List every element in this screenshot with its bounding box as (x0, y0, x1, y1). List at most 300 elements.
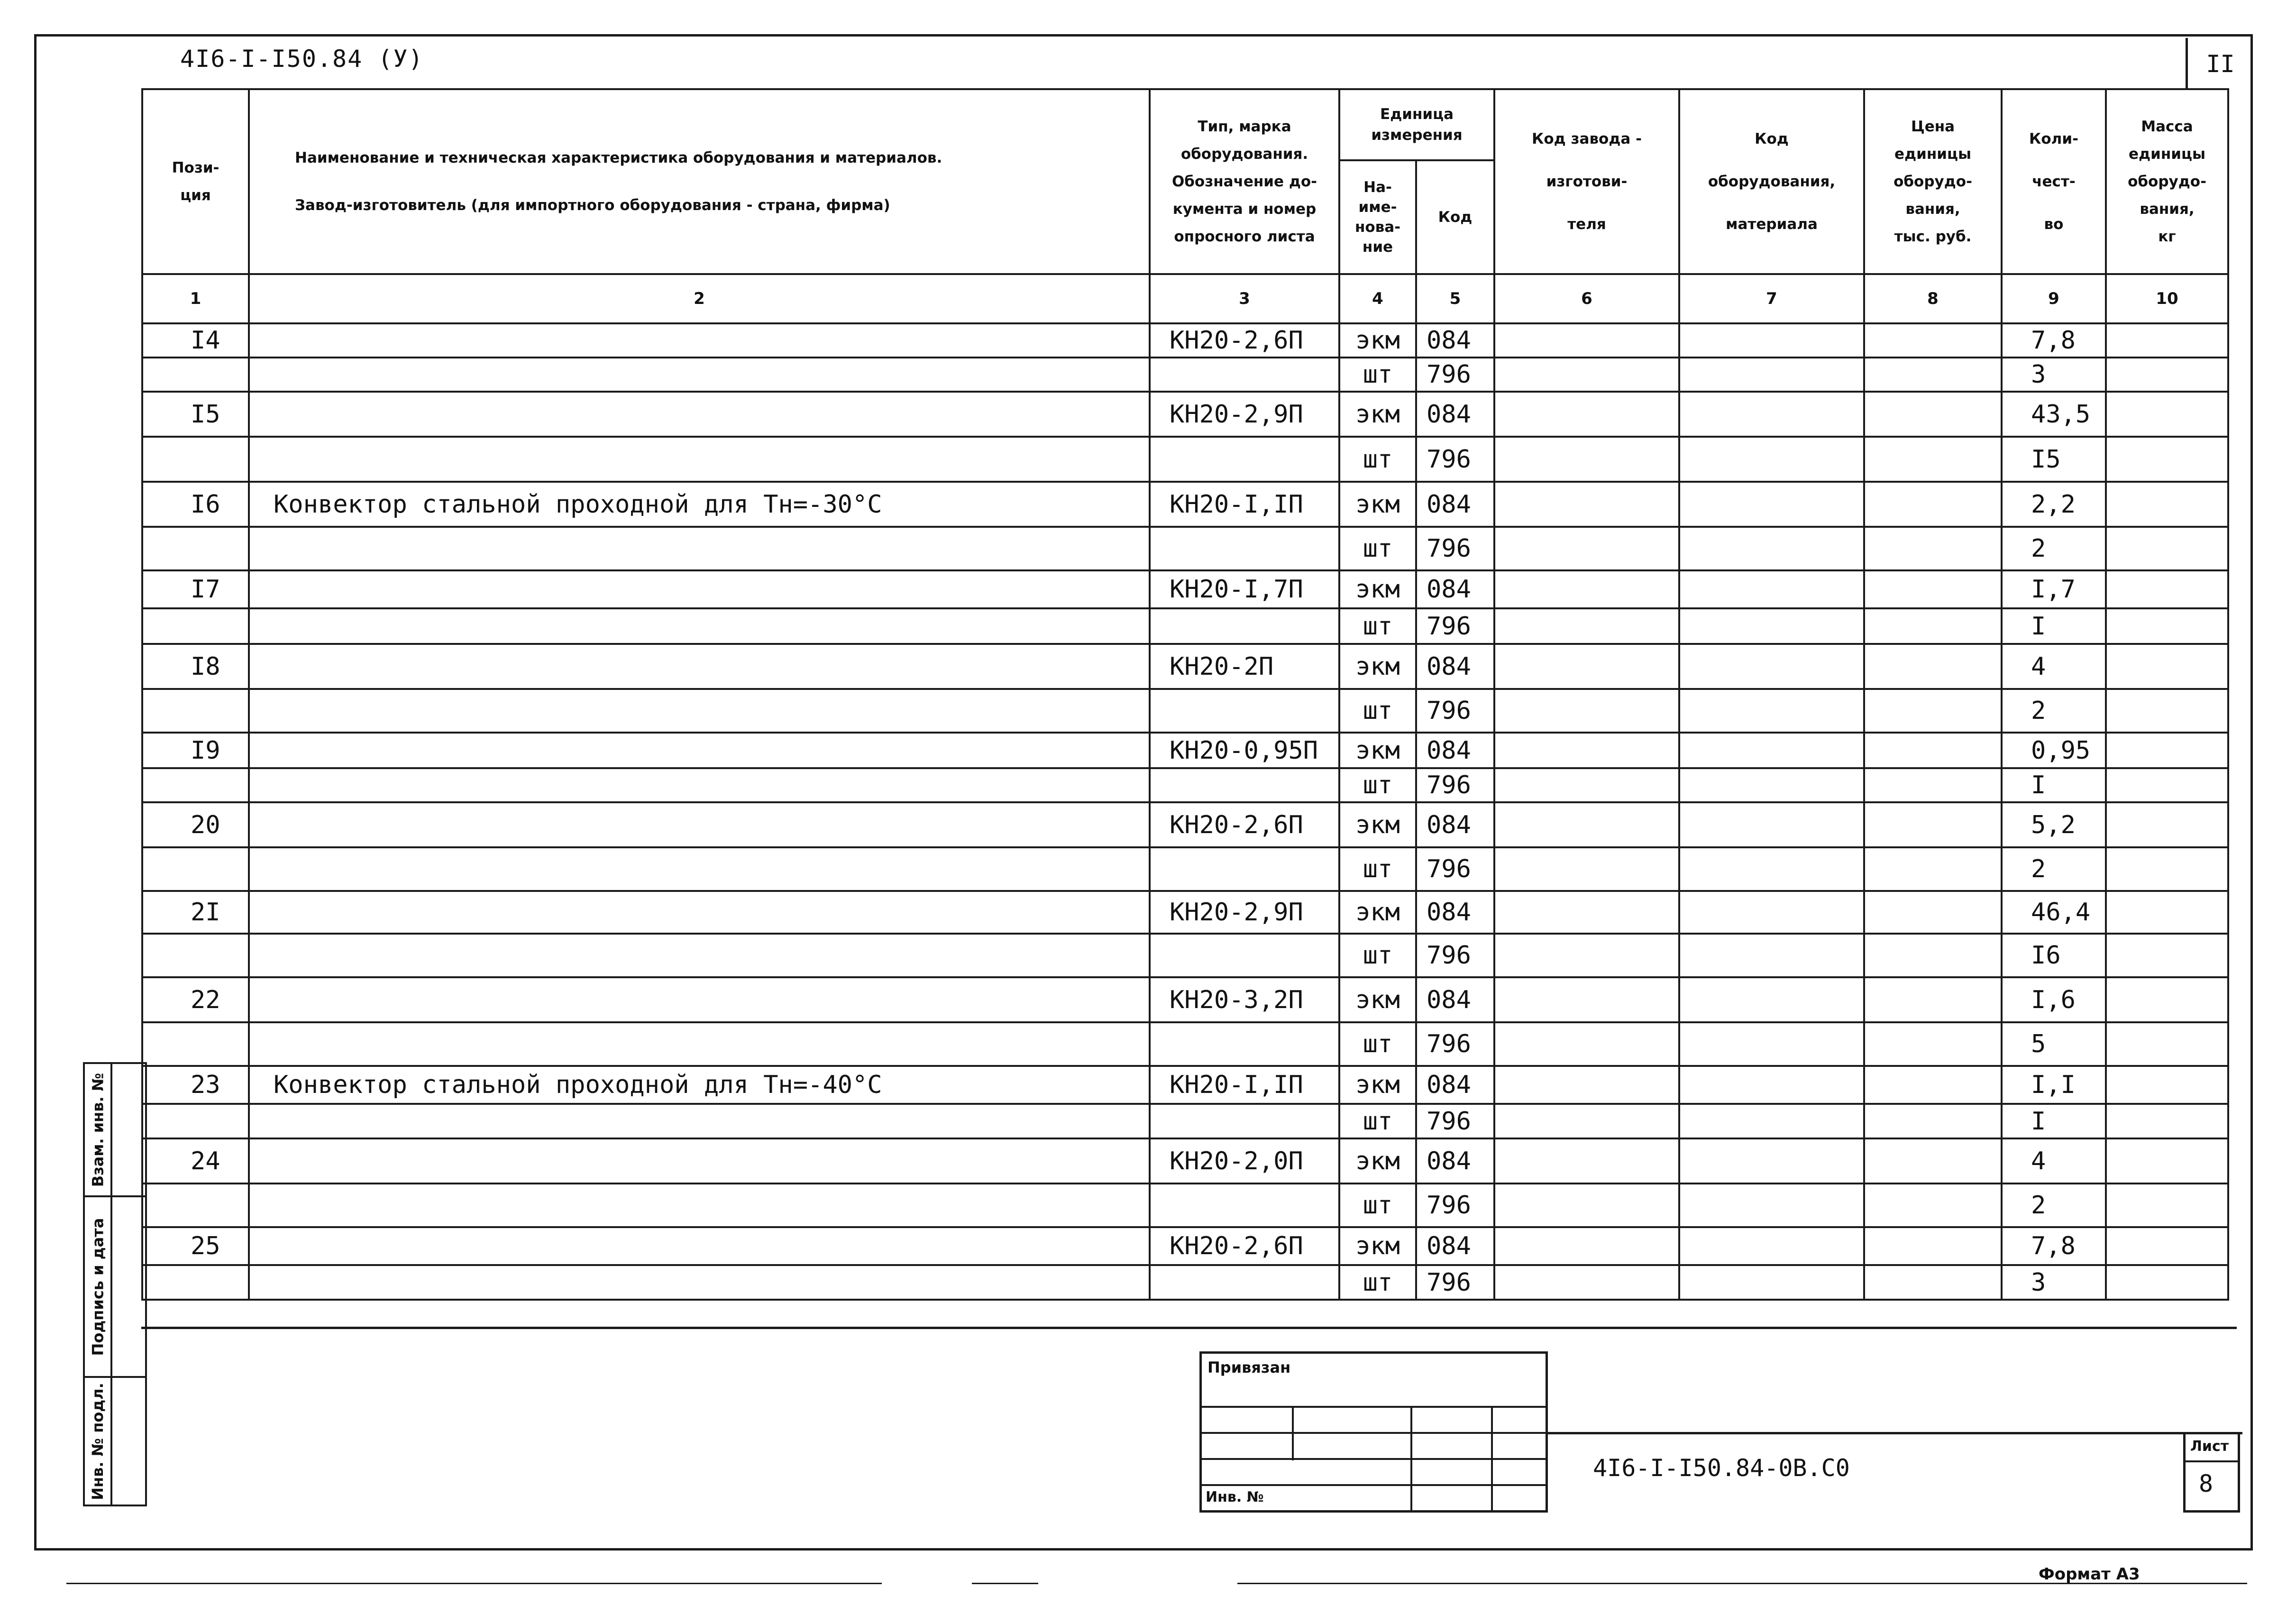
document-code-header: 4I6-I-I50.84 (У) (180, 45, 424, 73)
equipment-code-cell (1679, 358, 1864, 392)
name-cell (249, 608, 1150, 644)
name-cell (249, 1138, 1150, 1184)
mass-cell (2106, 1265, 2228, 1300)
unit-code-cell: 796 (1416, 1184, 1494, 1227)
header-equipment-code: Код оборудования, материала (1679, 89, 1864, 274)
table-row (142, 934, 2228, 977)
unit-cell: шт (1339, 1104, 1416, 1138)
unit-cell: шт (1339, 689, 1416, 733)
column-number: 6 (1494, 274, 1679, 323)
type-cell (1150, 847, 1339, 891)
position-cell (142, 1104, 249, 1138)
type-cell (1150, 437, 1339, 482)
position-cell (142, 768, 249, 802)
equipment-code-cell (1679, 1227, 1864, 1265)
factory-code-cell (1494, 802, 1679, 847)
unit-cell: экм (1339, 1227, 1416, 1265)
stamp-rule (1202, 1458, 1546, 1460)
unit-cell: шт (1339, 608, 1416, 644)
quantity-cell: 4 (2002, 644, 2106, 689)
factory-code-cell (1494, 527, 1679, 570)
column-number: 1 (142, 274, 249, 323)
factory-code-cell (1494, 768, 1679, 802)
factory-code-cell (1494, 570, 1679, 608)
unit-cell: шт (1339, 527, 1416, 570)
column-number: 3 (1150, 274, 1339, 323)
name-cell (249, 323, 1150, 358)
quantity-cell: 7,8 (2002, 1227, 2106, 1265)
header-quantity: Коли- чест- во (2002, 89, 2106, 274)
unit-code-cell: 796 (1416, 768, 1494, 802)
mass-cell (2106, 1104, 2228, 1138)
bound-stamp (1199, 1351, 1548, 1513)
price-cell (1864, 733, 2002, 768)
position-cell (142, 358, 249, 392)
name-cell (249, 934, 1150, 977)
mass-cell (2106, 934, 2228, 977)
stamp-rule (1491, 1406, 1493, 1513)
name-cell (249, 358, 1150, 392)
header-unit-name: На- име- нова- ние (1339, 160, 1416, 274)
position-cell: I4 (142, 323, 249, 358)
unit-code-cell: 084 (1416, 891, 1494, 934)
equipment-code-cell (1679, 847, 1864, 891)
table-row (142, 1104, 2228, 1138)
factory-code-cell (1494, 891, 1679, 934)
unit-code-cell: 796 (1416, 1265, 1494, 1300)
price-cell (1864, 802, 2002, 847)
type-cell: КН20-I,7П (1150, 570, 1339, 608)
price-cell (1864, 482, 2002, 527)
sheet-number-corner (2186, 38, 2253, 90)
unit-cell: шт (1339, 1184, 1416, 1227)
unit-code-cell: 084 (1416, 1066, 1494, 1104)
quantity-cell: 0,95 (2002, 733, 2106, 768)
price-cell (1864, 977, 2002, 1022)
equipment-code-cell (1679, 802, 1864, 847)
name-cell (249, 689, 1150, 733)
unit-cell: шт (1339, 437, 1416, 482)
table-row (142, 1022, 2228, 1066)
header-type: Тип, марка оборудования. Обозначение до- кумента и номер опросного листа (1150, 89, 1339, 274)
type-cell (1150, 934, 1339, 977)
stamp-rule (1292, 1406, 1294, 1460)
type-cell: КН20-2,6П (1150, 802, 1339, 847)
quantity-cell: 3 (2002, 358, 2106, 392)
name-cell (249, 527, 1150, 570)
mass-cell (2106, 1138, 2228, 1184)
type-cell: КН20-2,6П (1150, 323, 1339, 358)
column-number: 8 (1864, 274, 2002, 323)
mass-cell (2106, 358, 2228, 392)
table-row (142, 733, 2228, 768)
position-cell: I8 (142, 644, 249, 689)
type-cell (1150, 1265, 1339, 1300)
price-cell (1864, 644, 2002, 689)
stamp-rule (1202, 1484, 1546, 1486)
equipment-code-cell (1679, 527, 1864, 570)
quantity-cell: I6 (2002, 934, 2106, 977)
unit-code-cell: 796 (1416, 689, 1494, 733)
type-cell: КН20-2,6П (1150, 1227, 1339, 1265)
equipment-code-cell (1679, 1138, 1864, 1184)
position-cell: 23 (142, 1066, 249, 1104)
quantity-cell: I,6 (2002, 977, 2106, 1022)
table-row (142, 802, 2228, 847)
quantity-cell: I (2002, 1104, 2106, 1138)
mass-cell (2106, 891, 2228, 934)
inv-label: Инв. № (1206, 1489, 1264, 1505)
type-cell: КН20-3,2П (1150, 977, 1339, 1022)
quantity-cell: 2 (2002, 847, 2106, 891)
name-cell (249, 768, 1150, 802)
header-position: Пози- ция (142, 89, 249, 274)
equipment-code-cell (1679, 1066, 1864, 1104)
type-cell (1150, 1104, 1339, 1138)
factory-code-cell (1494, 1066, 1679, 1104)
name-cell (249, 644, 1150, 689)
unit-cell: экм (1339, 1066, 1416, 1104)
name-cell (249, 1022, 1150, 1066)
table-bottom-rule (141, 1327, 2237, 1329)
quantity-cell: 4 (2002, 1138, 2106, 1184)
position-cell (142, 847, 249, 891)
sheet-number: II (2206, 50, 2235, 78)
unit-code-cell: 084 (1416, 482, 1494, 527)
column-number: 9 (2002, 274, 2106, 323)
specification-table (141, 88, 2229, 1301)
header-mass: Масса единицы оборудо- вания, кг (2106, 89, 2228, 274)
unit-cell: экм (1339, 644, 1416, 689)
mass-cell (2106, 527, 2228, 570)
equipment-code-cell (1679, 1104, 1864, 1138)
equipment-code-cell (1679, 733, 1864, 768)
position-cell: I9 (142, 733, 249, 768)
position-cell (142, 1265, 249, 1300)
table-row (142, 1227, 2228, 1265)
price-cell (1864, 392, 2002, 437)
table-row (142, 608, 2228, 644)
name-cell (249, 733, 1150, 768)
unit-cell: экм (1339, 733, 1416, 768)
unit-cell: экм (1339, 891, 1416, 934)
title-block-code-area (1546, 1432, 2242, 1513)
type-cell: КН20-I,IП (1150, 482, 1339, 527)
table-row (142, 977, 2228, 1022)
mass-cell (2106, 1066, 2228, 1104)
factory-code-cell (1494, 392, 1679, 437)
unit-cell: экм (1339, 977, 1416, 1022)
stamp-rule (1202, 1432, 1546, 1434)
mass-cell (2106, 482, 2228, 527)
equipment-code-cell (1679, 768, 1864, 802)
unit-code-cell: 796 (1416, 847, 1494, 891)
price-cell (1864, 847, 2002, 891)
factory-code-cell (1494, 482, 1679, 527)
trim-line (972, 1583, 1038, 1584)
position-cell (142, 934, 249, 977)
price-cell (1864, 1066, 2002, 1104)
equipment-code-cell (1679, 977, 1864, 1022)
factory-code-cell (1494, 1227, 1679, 1265)
position-cell (142, 437, 249, 482)
mass-cell (2106, 768, 2228, 802)
type-cell: КН20-2,9П (1150, 891, 1339, 934)
quantity-cell: I5 (2002, 437, 2106, 482)
factory-code-cell (1494, 1022, 1679, 1066)
unit-cell: экм (1339, 802, 1416, 847)
quantity-cell: 3 (2002, 1265, 2106, 1300)
name-cell (249, 1104, 1150, 1138)
equipment-code-cell (1679, 482, 1864, 527)
equipment-code-cell (1679, 608, 1864, 644)
unit-code-cell: 084 (1416, 1138, 1494, 1184)
mass-cell (2106, 570, 2228, 608)
table-row (142, 437, 2228, 482)
price-cell (1864, 689, 2002, 733)
position-cell (142, 1184, 249, 1227)
price-cell (1864, 1104, 2002, 1138)
type-cell (1150, 768, 1339, 802)
name-cell (249, 1184, 1150, 1227)
mass-cell (2106, 977, 2228, 1022)
header-unit-group: Единица измерения (1339, 89, 1494, 160)
unit-code-cell: 084 (1416, 570, 1494, 608)
unit-cell: экм (1339, 1138, 1416, 1184)
factory-code-cell (1494, 977, 1679, 1022)
mass-cell (2106, 733, 2228, 768)
unit-code-cell: 084 (1416, 392, 1494, 437)
unit-cell: экм (1339, 392, 1416, 437)
unit-cell: шт (1339, 768, 1416, 802)
quantity-cell: 2 (2002, 527, 2106, 570)
unit-cell: экм (1339, 482, 1416, 527)
equipment-code-cell (1679, 689, 1864, 733)
side-stamp-signature-date (83, 1195, 147, 1378)
table-row (142, 1184, 2228, 1227)
side-label-original-inv: Инв. № подл. (89, 1382, 107, 1500)
quantity-cell: I (2002, 608, 2106, 644)
equipment-code-cell (1679, 392, 1864, 437)
unit-cell: экм (1339, 323, 1416, 358)
factory-code-cell (1494, 437, 1679, 482)
unit-code-cell: 796 (1416, 1104, 1494, 1138)
table-row (142, 891, 2228, 934)
equipment-code-cell (1679, 891, 1864, 934)
name-cell (249, 977, 1150, 1022)
mass-cell (2106, 1022, 2228, 1066)
type-cell (1150, 358, 1339, 392)
table-row (142, 768, 2228, 802)
factory-code-cell (1494, 608, 1679, 644)
position-cell: I5 (142, 392, 249, 437)
table-row (142, 847, 2228, 891)
factory-code-cell (1494, 358, 1679, 392)
price-cell (1864, 768, 2002, 802)
table-row (142, 570, 2228, 608)
column-number: 5 (1416, 274, 1494, 323)
quantity-cell: I,I (2002, 1066, 2106, 1104)
position-cell (142, 527, 249, 570)
mass-cell (2106, 1184, 2228, 1227)
type-cell: КН20-2П (1150, 644, 1339, 689)
side-label-signature-date: Подпись и дата (89, 1218, 107, 1356)
equipment-code-cell (1679, 323, 1864, 358)
quantity-cell: 2,2 (2002, 482, 2106, 527)
table-row (142, 358, 2228, 392)
price-cell (1864, 1022, 2002, 1066)
table-row (142, 1066, 2228, 1104)
mass-cell (2106, 1227, 2228, 1265)
price-cell (1864, 323, 2002, 358)
unit-cell: шт (1339, 934, 1416, 977)
factory-code-cell (1494, 1104, 1679, 1138)
quantity-cell: I,7 (2002, 570, 2106, 608)
unit-code-cell: 084 (1416, 977, 1494, 1022)
type-cell: КН20-2,0П (1150, 1138, 1339, 1184)
unit-cell: шт (1339, 847, 1416, 891)
side-stamp-replaced-inv (83, 1062, 147, 1197)
equipment-code-cell (1679, 934, 1864, 977)
header-unit-code: Код (1416, 160, 1494, 274)
trim-line (66, 1583, 882, 1584)
price-cell (1864, 1184, 2002, 1227)
unit-code-cell: 084 (1416, 323, 1494, 358)
position-cell: I7 (142, 570, 249, 608)
header-price: Цена единицы оборудо- вания, тыс. руб. (1864, 89, 2002, 274)
mass-cell (2106, 644, 2228, 689)
bound-label: Привязан (1207, 1358, 1291, 1376)
position-cell: 25 (142, 1227, 249, 1265)
unit-code-cell: 084 (1416, 644, 1494, 689)
name-cell (249, 570, 1150, 608)
factory-code-cell (1494, 644, 1679, 689)
mass-cell (2106, 437, 2228, 482)
unit-cell: шт (1339, 1265, 1416, 1300)
unit-code-cell: 796 (1416, 527, 1494, 570)
name-cell (249, 392, 1150, 437)
type-cell: КН20-I,IП (1150, 1066, 1339, 1104)
position-cell: 24 (142, 1138, 249, 1184)
position-cell: 22 (142, 977, 249, 1022)
factory-code-cell (1494, 1138, 1679, 1184)
mass-cell (2106, 802, 2228, 847)
quantity-cell: 5,2 (2002, 802, 2106, 847)
mass-cell (2106, 392, 2228, 437)
name-cell (249, 437, 1150, 482)
type-cell: КН20-2,9П (1150, 392, 1339, 437)
unit-code-cell: 084 (1416, 802, 1494, 847)
type-cell (1150, 689, 1339, 733)
price-cell (1864, 934, 2002, 977)
unit-code-cell: 084 (1416, 1227, 1494, 1265)
equipment-code-cell (1679, 1022, 1864, 1066)
header-name: Наименование и техническая характеристика оборудования и материалов. Завод-изготовитель (для импортного оборудования - страна, фирма) (249, 89, 1150, 274)
unit-code-cell: 796 (1416, 437, 1494, 482)
unit-cell: экм (1339, 570, 1416, 608)
type-cell (1150, 1022, 1339, 1066)
position-cell (142, 1022, 249, 1066)
mass-cell (2106, 689, 2228, 733)
unit-code-cell: 796 (1416, 1022, 1494, 1066)
equipment-code-cell (1679, 1265, 1864, 1300)
unit-code-cell: 084 (1416, 733, 1494, 768)
quantity-cell: 2 (2002, 1184, 2106, 1227)
position-cell (142, 608, 249, 644)
quantity-cell: 7,8 (2002, 323, 2106, 358)
price-cell (1864, 1227, 2002, 1265)
price-cell (1864, 358, 2002, 392)
name-cell (249, 891, 1150, 934)
table-row (142, 482, 2228, 527)
column-number: 7 (1679, 274, 1864, 323)
side-stamp-original-inv (83, 1376, 147, 1506)
unit-cell: шт (1339, 1022, 1416, 1066)
header-factory-code: Код завода - изготови- теля (1494, 89, 1679, 274)
position-cell (142, 689, 249, 733)
name-cell (249, 1265, 1150, 1300)
name-cell (249, 1227, 1150, 1265)
table-row (142, 689, 2228, 733)
equipment-code-cell (1679, 437, 1864, 482)
sheet-box-rule (2186, 1460, 2239, 1462)
table-row (142, 1138, 2228, 1184)
quantity-cell: 43,5 (2002, 392, 2106, 437)
unit-code-cell: 796 (1416, 934, 1494, 977)
table-row (142, 1265, 2228, 1300)
table-row (142, 392, 2228, 437)
price-cell (1864, 1265, 2002, 1300)
position-cell: 20 (142, 802, 249, 847)
factory-code-cell (1494, 847, 1679, 891)
name-cell: Конвектор стальной проходной для Тн=-40°С (249, 1066, 1150, 1104)
title-block-doc-code: 4I6-I-I50.84-0В.С0 (1593, 1454, 1850, 1482)
name-cell (249, 847, 1150, 891)
sheet-box (2183, 1432, 2240, 1513)
format-label: Формат А3 (2039, 1565, 2140, 1584)
equipment-code-cell (1679, 1184, 1864, 1227)
factory-code-cell (1494, 689, 1679, 733)
quantity-cell: 46,4 (2002, 891, 2106, 934)
side-label-replaced-inv: Взам. инв. № (89, 1073, 107, 1187)
table-row (142, 644, 2228, 689)
price-cell (1864, 1138, 2002, 1184)
table-row (142, 527, 2228, 570)
name-cell (249, 802, 1150, 847)
name-cell: Конвектор стальной проходной для Тн=-30°С (249, 482, 1150, 527)
mass-cell (2106, 847, 2228, 891)
factory-code-cell (1494, 1184, 1679, 1227)
equipment-code-cell (1679, 644, 1864, 689)
position-cell: 2I (142, 891, 249, 934)
equipment-code-cell (1679, 570, 1864, 608)
column-number: 2 (249, 274, 1150, 323)
quantity-cell: I (2002, 768, 2106, 802)
column-number: 4 (1339, 274, 1416, 323)
price-cell (1864, 891, 2002, 934)
factory-code-cell (1494, 323, 1679, 358)
price-cell (1864, 437, 2002, 482)
unit-code-cell: 796 (1416, 608, 1494, 644)
sheet-label: Лист (2190, 1438, 2229, 1455)
unit-code-cell: 796 (1416, 358, 1494, 392)
stamp-rule (1410, 1406, 1412, 1513)
mass-cell (2106, 608, 2228, 644)
type-cell (1150, 608, 1339, 644)
factory-code-cell (1494, 733, 1679, 768)
price-cell (1864, 570, 2002, 608)
type-cell: КН20-0,95П (1150, 733, 1339, 768)
